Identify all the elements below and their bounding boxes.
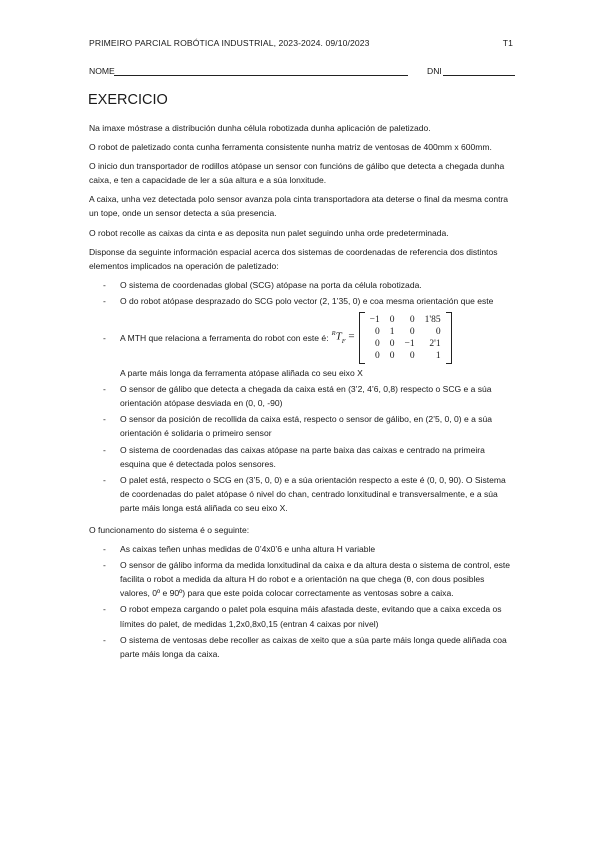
paragraph: Disponse da seguinte información espacial acerca dos sistemas de coordenadas de referencia dos distintos elementos implicados na operación de paletizado: — [89, 246, 498, 271]
mth-symbol — [332, 327, 355, 349]
list-item — [89, 412, 514, 440]
bullet: - — [103, 444, 106, 455]
matrix-cell: 0 — [409, 351, 415, 362]
bullet: - — [103, 604, 106, 615]
header-code: T1 — [502, 38, 513, 48]
paragraph: O robot de paletizado conta cunha ferramenta consistente nunha matriz de ventosas de 400mm x 600mm. — [89, 142, 492, 153]
matrix-cell: 0 — [389, 351, 395, 362]
bullet: - — [103, 279, 106, 290]
bullet: - — [103, 414, 106, 425]
list-item — [89, 443, 514, 471]
mth-label: A MTH que relaciona a ferramenta do robot con este é: — [120, 332, 329, 343]
matrix-cell: 2'1 — [429, 339, 441, 350]
section-title: EXERCICIO — [88, 92, 168, 108]
list-item-text: O sistema de coordenadas global (SCG) atópase na porta da célula robotizada. — [120, 279, 422, 290]
list-item-mth — [89, 310, 514, 380]
bullet: - — [103, 474, 106, 485]
list-item — [89, 294, 514, 308]
mth-sub: F — [341, 337, 346, 345]
list-item — [89, 278, 514, 292]
mth-note: A parte máis longa da ferramenta atópase aliñada co seu eixo X — [120, 368, 363, 379]
bullet: - — [103, 560, 106, 571]
matrix-cell: 0 — [389, 315, 395, 326]
matrix-cell: 0 — [375, 351, 380, 362]
matrix-row — [365, 350, 446, 362]
matrix-cell: 0 — [409, 327, 415, 338]
bullet: - — [103, 384, 106, 395]
matrix-right-bracket — [446, 312, 452, 364]
page-header — [89, 38, 513, 48]
matrix-row — [365, 326, 446, 338]
mth-base: T — [335, 330, 342, 343]
matrix-table — [365, 314, 446, 362]
dni-line — [443, 75, 515, 76]
bullet: - — [103, 544, 106, 555]
matrix-cell: 0 — [375, 339, 380, 350]
mth-line — [120, 310, 514, 366]
header-title: PRIMEIRO PARCIAL ROBÓTICA INDUSTRIAL, 2023-2024. 09/10/2023 — [89, 38, 370, 48]
paragraph: O inicio dun transportador de rodillos atópase un sensor con funcións de gálibo que detecta a chegada dunha caixa, e ten a capacidade de ler a súa altura e a súa lonxitude. — [89, 161, 505, 186]
paragraph: Na imaxe móstrase a distribución dunha célula robotizada dunha aplicación de paletizado. — [89, 123, 431, 133]
matrix-cell: 0 — [435, 327, 441, 338]
functioning-list — [89, 542, 514, 661]
coordinate-systems-list — [89, 278, 514, 515]
list-item-text: O sistema de ventosas debe recoller as caixas de xeito que a súa parte máis longa quede aliñada coa parte máis longa da caixa. — [120, 634, 507, 659]
list-item — [89, 382, 514, 410]
nome-label: NOME — [89, 66, 115, 76]
matrix-row — [365, 338, 446, 350]
list-item — [89, 633, 514, 661]
matrix-cell: −1 — [369, 315, 380, 326]
matrix-cell: 1'85 — [424, 315, 441, 326]
list-item — [89, 558, 514, 600]
name-row — [89, 66, 515, 78]
mth-equals: = — [348, 330, 355, 343]
list-item — [89, 602, 514, 630]
paragraph: A caixa, unha vez detectada polo sensor avanza pola cinta transportadora ata deterse o final da mesma contra un tope, onde un sensor detecta a súa presencia. — [89, 194, 509, 219]
exercise-body — [89, 121, 514, 669]
functioning-intro: O funcionamento do sistema é o seguinte: — [89, 524, 250, 535]
list-item — [89, 542, 514, 556]
list-item — [89, 473, 514, 515]
list-item-text: O sensor de gálibo informa da medida lonxitudinal da caixa e da altura desta o sistema de control, este facilita o robot a medida da altura H do robot e a orientación na que chega (θ, con dous posibles valores, 0º e 90º) para que este poida colocar correctamente as ventosas sobre a caixa. — [120, 560, 511, 599]
matrix-cell: −1 — [404, 339, 415, 350]
list-item-text: O sensor da posición de recollida da caixa está, respecto o sensor de gálibo, en (2’5, 0, 0) e a súa orientación é solidaria o primeiro sensor — [120, 414, 493, 439]
list-item-text: O palet está, respecto o SCG en (3’5, 0, 0) e a súa orientación respecto a este é (0, 0, 90). O Sistema de coordenadas do palet atópase ó nivel do chan, centrado lonxitudinal e transversalmente, e a súa parte máis longa está aliñada co seu eixo X. — [120, 474, 506, 513]
list-item-text: O do robot atópase desprazado do SCG polo vector (2, 1’35, 0) e coa mesma orientación que este — [120, 295, 494, 306]
matrix-cell: 1 — [389, 327, 395, 338]
paragraph: O robot recolle as caixas da cinta e as deposita nun palet seguindo unha orde predeterminada. — [89, 227, 449, 238]
mth-sup: R — [331, 330, 336, 338]
matrix-row — [365, 314, 446, 326]
list-item-text: O sensor de gálibo que detecta a chegada da caixa está en (3’2, 4’6, 0,8) respecto o SCG e a súa orientación atópase desviada en (0, 0, -90) — [120, 384, 492, 409]
dni-label: DNI — [427, 66, 442, 76]
matrix-cell: 0 — [375, 327, 380, 338]
bullet: - — [103, 295, 106, 306]
nome-line — [114, 75, 408, 76]
list-item-text: As caixas teñen unhas medidas de 0’4x0’6 e unha altura H variable — [120, 544, 376, 555]
bullet: - — [103, 333, 106, 344]
matrix-cell: 0 — [389, 339, 395, 350]
list-item-text: O robot empeza cargando o palet pola esquina máis afastada deste, evitando que a caixa exceda os límites do palet, de medidas 1,2x0,8x0,15 (entran 4 caixas por nivel) — [120, 604, 502, 629]
matrix-cell: 0 — [409, 315, 415, 326]
list-item-text: O sistema de coordenadas das caixas atópase na parte baixa das caixas e centrado na primeira esquina que é detectada polos sensores. — [120, 444, 485, 469]
matrix-cell: 1 — [435, 351, 441, 362]
mth-matrix — [359, 312, 452, 364]
bullet: - — [103, 634, 106, 645]
